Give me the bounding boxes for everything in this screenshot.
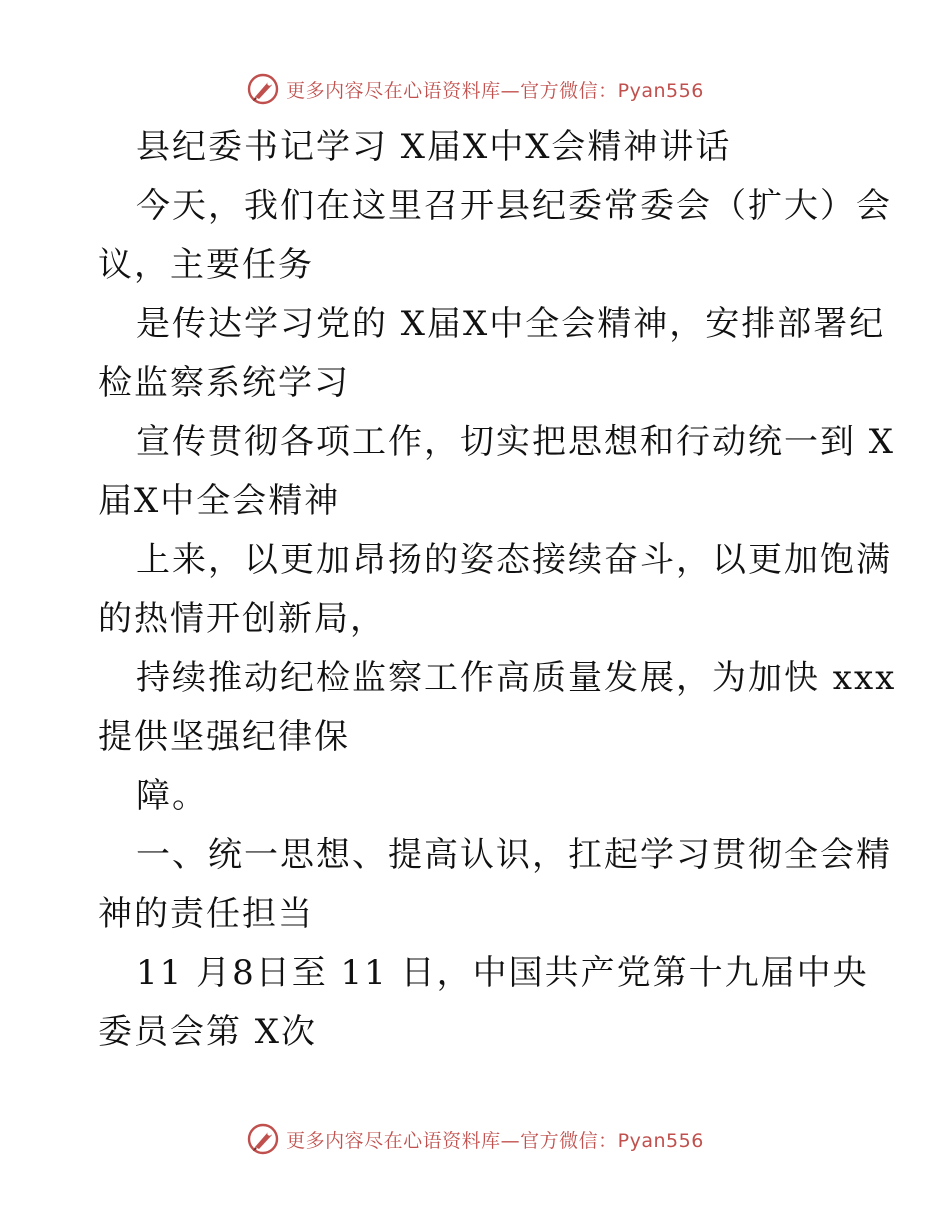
- document-body: [98, 118, 897, 1062]
- watermark-text: 更多内容尽在心语资料库—官方微信：Pyan556: [286, 79, 704, 102]
- document-line: 上来，以更加昂扬的姿态接续奋斗，以更加饱满: [136, 540, 892, 580]
- document-line: 届X中全会精神: [98, 481, 341, 521]
- watermark-header: [0, 72, 950, 106]
- document-line: 障。: [136, 776, 208, 816]
- watermark-footer: [0, 1122, 950, 1156]
- document-line: 提供坚强纪律保: [98, 717, 350, 757]
- document-line: 一、统一思想、提高认识，扛起学习贯彻全会精: [136, 835, 892, 875]
- document-line: 今天，我们在这里召开县纪委常委会（扩大）会: [136, 186, 892, 226]
- document-line: 持续推动纪检监察工作高质量发展，为加快 xxx: [136, 658, 897, 698]
- document-line: 是传达学习党的 X届X中全会精神，安排部署纪: [136, 304, 886, 344]
- document-line: 县纪委书记学习 X届X中X会精神讲话: [136, 127, 732, 167]
- pen-quill-logo-icon: [246, 72, 280, 106]
- watermark-text: 更多内容尽在心语资料库—官方微信：Pyan556: [286, 1129, 704, 1152]
- document-line: 议，主要任务: [98, 245, 314, 285]
- document-line: 11 月8日至 11 日，中国共产党第十九届中央: [136, 953, 869, 993]
- document-line: 的热情开创新局，: [98, 599, 386, 639]
- document-line: 宣传贯彻各项工作，切实把思想和行动统一到 X: [136, 422, 896, 462]
- document-line: 神的责任担当: [98, 894, 314, 934]
- document-line: 检监察系统学习: [98, 363, 350, 403]
- pen-quill-logo-icon: [246, 1122, 280, 1156]
- document-line: 委员会第 X次: [98, 1012, 318, 1052]
